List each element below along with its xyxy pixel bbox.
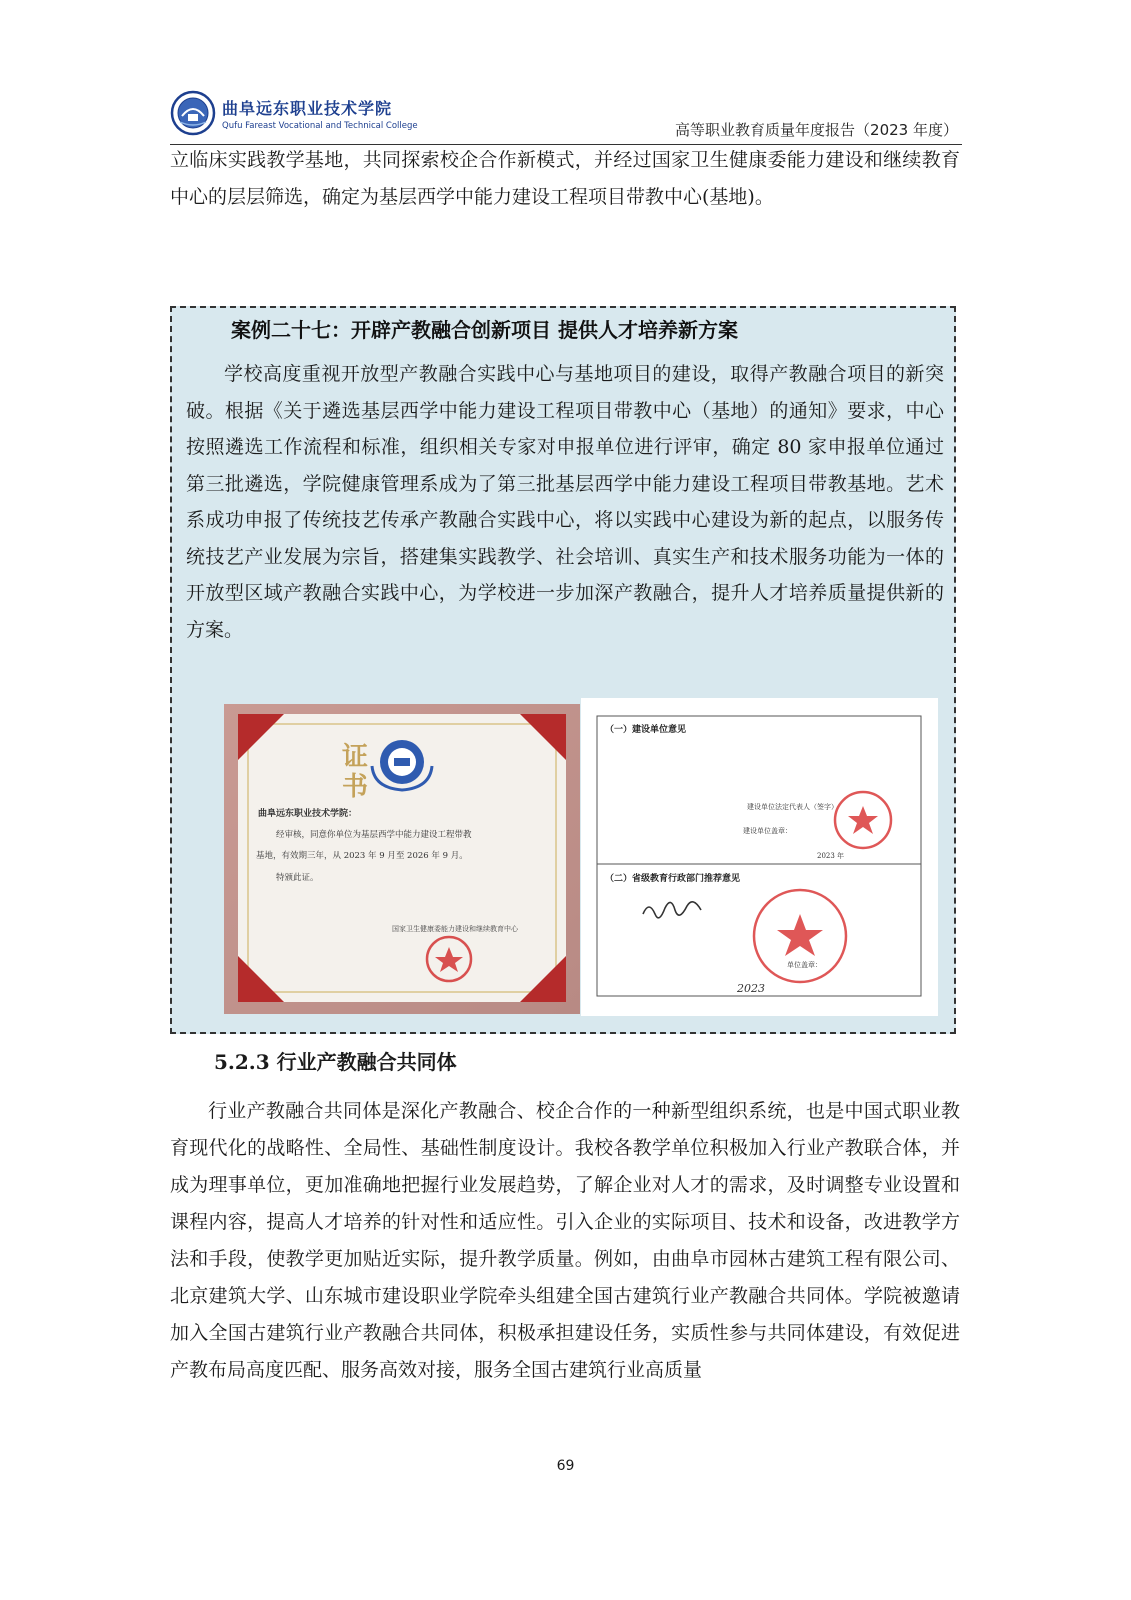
- section-body: 行业产教融合共同体是深化产教融合、校企合作的一种新型组织系统，也是中国式职业教育现代化的战略性、全局性、基础性制度设计。我校各教学单位积极加入行业产教联合体，并成为理事单位，更加准确地把握行业发展趋势，了解企业对人才的需求，及时调整专业设置和课程内容，提高人才培养的针对性和适应性。引入企业的实际项目、技术和设备，改进教学方法和手段，使教学更加贴近实际，提升教学质量。例如，由曲阜市园林古建筑工程有限公司、北京建筑大学、山东城市建设职业学院牵头组建全国古建筑行业产教融合共同体。学院被邀请加入全国古建筑行业产教融合共同体，积极承担建设任务，实质性参与共同体建设，有效促进产教布局高度匹配、服务高效对接，服务全国古建筑行业高质量: [170, 1100, 960, 1381]
- approval-form-photo: [581, 698, 938, 1016]
- report-title: 高等职业教育质量年度报告（2023 年度）: [675, 121, 958, 139]
- case-title: 案例二十七：开辟产教融合创新项目 提供人才培养新方案: [231, 318, 738, 342]
- form-date-2: 2023: [737, 982, 765, 995]
- page-header: [170, 88, 962, 145]
- case-body: 学校高度重视开放型产教融合实践中心与基地项目的建设，取得产教融合项目的新突破。根据《关于遴选基层西学中能力建设工程项目带教中心（基地）的通知》要求，中心按照遴选工作流程和标准，组织相关专家对申报单位进行评审，确定 80 家申报单位通过第三批遴选，学院健康管理系成为了第三批基层西学中能力建设工程项目带教基地。艺术系成功申报了传统技艺传承产教融合实践中心，将以实践中心建设为新的起点，以服务传统技艺产业发展为宗旨，搭建集实践教学、社会培训、真实生产和技术服务功能为一体的开放型区域产教融合实践中心，为学校进一步加深产教融合，提升人才培养质量提供新的方案。: [186, 363, 944, 641]
- certificate-text-1: 经审核，同意你单位为基层西学中能力建设工程带教: [276, 830, 472, 840]
- certificate-recipient: 曲阜远东职业技术学院：: [258, 809, 358, 819]
- intro-paragraph: 立临床实践教学基地，共同探索校企合作新模式，并经过国家卫生健康委能力建设和继续教育中心的层层筛选，确定为基层西学中能力建设工程项目带教中心(基地)。: [170, 149, 960, 208]
- form-line-a: 建设单位法定代表人（签字）: [747, 803, 838, 811]
- school-emblem-icon: [170, 90, 216, 136]
- school-name-en: Qufu Fareast Vocational and Technical College: [222, 121, 418, 131]
- certificate-issuer: 国家卫生健康委能力建设和继续教育中心: [392, 925, 518, 933]
- school-name-cn: 曲阜远东职业技术学院: [222, 99, 393, 118]
- certificate-photo: [224, 704, 580, 1014]
- school-logo: [170, 90, 470, 140]
- certificate-text-3: 特颁此证。: [276, 873, 319, 883]
- approval-form-image: [581, 698, 938, 1016]
- form-date-1: 2023 年: [817, 852, 845, 860]
- form-section-2: （二）省级教育行政部门推荐意见: [605, 874, 741, 884]
- case-box: [170, 306, 956, 1034]
- section-heading: 5.2.3 行业产教融合共同体: [214, 1050, 457, 1074]
- certificate-title: 证书: [342, 742, 431, 802]
- form-section-1: （一）建设单位意见: [605, 725, 687, 735]
- certificate-text-2: 基地，有效期三年，从 2023 年 9 月至 2026 年 9 月。: [256, 851, 468, 861]
- form-stamp-label: 单位盖章：: [787, 961, 822, 969]
- page-number: 69: [556, 1458, 575, 1474]
- form-line-b: 建设单位盖章：: [743, 827, 792, 835]
